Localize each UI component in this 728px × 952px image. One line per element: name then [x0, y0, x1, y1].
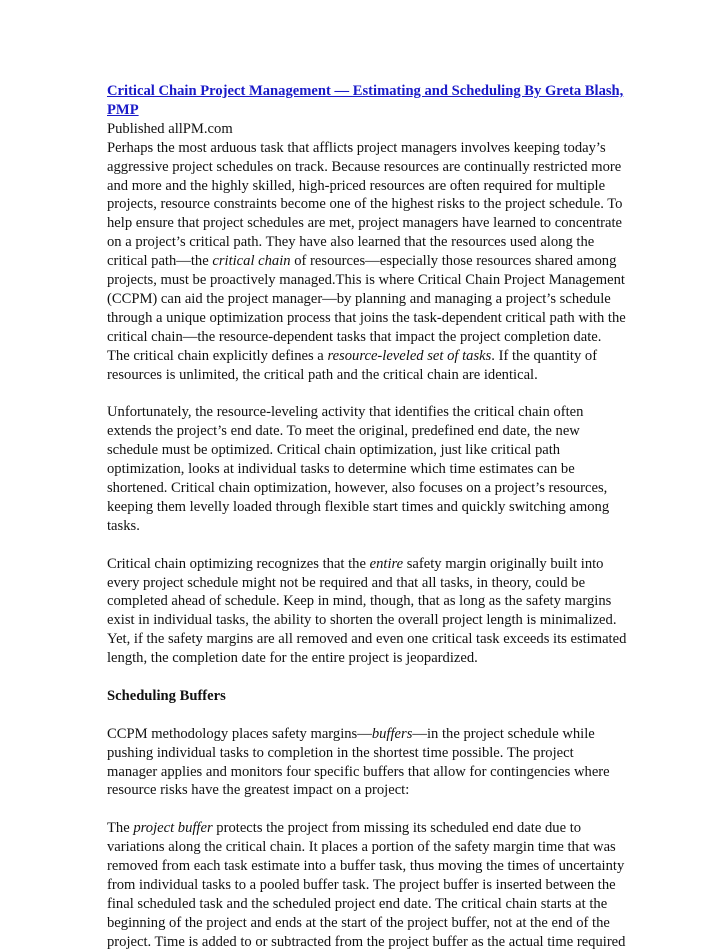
- text-run: Perhaps the most arduous task that afflicts project managers involves keeping today’s aggressive project schedules on track. Because resources are continually restricted more and more and the highly skilled, high-priced resources are often required for multiple projects, resource constraints become one of the highest risks to the project schedule. To help ensure that project schedules are met, project managers have learned to concentrate on a project’s critical path. They have also learned that the resources used along the critical path—the: [107, 139, 623, 270]
- text-run: protects the project from missing its scheduled end date due to variations along the critical chain. It places a portion of the safety margin time that was removed from each task estimate into a buffer task, thus moving the times of uncertainty from individual tasks to a pooled buffer task. The project buffer is inserted between the final scheduled task and the scheduled project end date. The critical chain starts at the beginning of the project and ends at the start of the project buffer, not at the end of the project. Time is added to or subtracted from the project buffer as the actual time required: [107, 820, 626, 950]
- emphasis-buffers: buffers: [371, 725, 413, 742]
- paragraph-methodology: [107, 725, 627, 801]
- text-run: of resources—especially those resources shared among projects, must be proactively managed.This is where Critical Chain Project Management (CCPM) can aid the project manager—by planning and managing a project’s schedule through a unique optimization process that joins the task-dependent critical path with the critical chain—the resource-dependent tasks that impact the project completion date. The critical chain explicitly defines a: [107, 253, 626, 364]
- emphasis-critical-chain: critical chain: [212, 253, 291, 270]
- text-run: —in the project schedule while pushing individual tasks to completion in the shortest time possible. The project manager applies and monitors four specific buffers that allow for contingencies where resource risks have the greatest impact on a project:: [107, 725, 610, 799]
- section-heading: Scheduling Buffers: [107, 687, 226, 704]
- article-title-link[interactable]: Critical Chain Project Management — Estimating and Scheduling By Greta Blash, PMP: [107, 83, 624, 118]
- text-run: . If the quantity of resources is unlimited, the critical path and the critical chain are identical.: [107, 347, 598, 383]
- text-run: The: [107, 820, 134, 837]
- text-run: CCPM methodology places safety margins—: [107, 725, 372, 742]
- publisher-line: Published allPM.com: [107, 120, 233, 137]
- paragraph-project-buffer: [107, 819, 627, 951]
- paragraph-optimizing: [107, 555, 627, 668]
- paragraph-intro: [107, 139, 627, 385]
- text-run: Critical chain optimizing recognizes that the: [107, 555, 370, 572]
- text-run: safety margin originally built into every project schedule might not be required and that all tasks, in theory, could be completed ahead of schedule. Keep in mind, though, that as long as the safety margins exist in individual tasks, the ability to shorten the overall project length is minimalized. Yet, if the safety margins are all removed and even one critical task exceeds its estimated length, the completion date for the entire project is jeopardized.: [107, 555, 627, 667]
- paragraph-resource-leveling: Unfortunately, the resource-leveling activity that identifies the critical chain often extends the project’s end date. To meet the original, predefined end date, the new schedule must be optimized. Critical chain optimization, just like critical path optimization, looks at individual tasks to determine which time estimates can be shortened. Critical chain optimization, however, also focuses on a project’s resources, keeping them levelly loaded through flexible start times and quickly switching among tasks.: [107, 404, 610, 534]
- emphasis-entire: entire: [369, 555, 404, 572]
- emphasis-project-buffer: project buffer: [133, 820, 213, 837]
- document-page: [107, 82, 627, 952]
- emphasis-resource-leveled: resource-leveled set of tasks: [327, 347, 492, 364]
